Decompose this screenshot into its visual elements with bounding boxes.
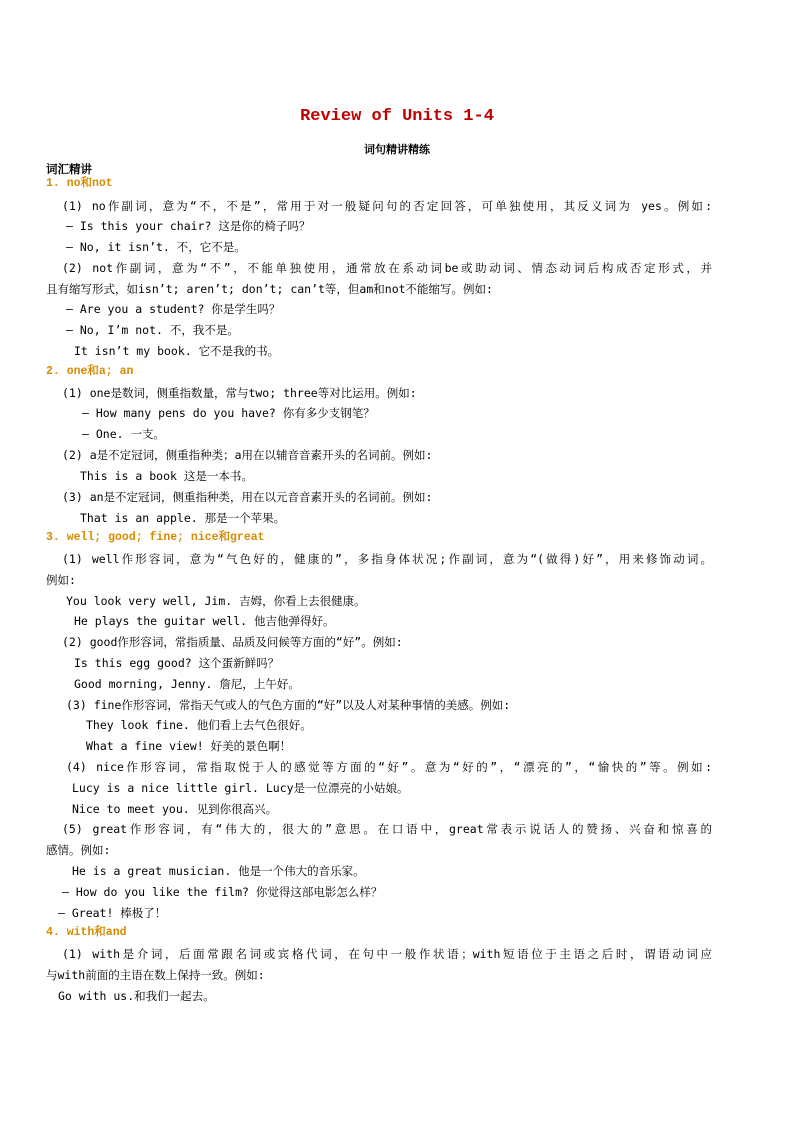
- text-line: (3) fine作形容词，常指天气或人的气色方面的“好”以及人对某种事情的美感。例如:: [66, 698, 511, 712]
- text-line: (2) not作副词，意为“不”，不能单独使用，通常放在系动词be或助动词、情态动词后构成否定形式，并: [62, 261, 712, 275]
- text-line: (2) good作形容词，常指质量、品质及问候等方面的“好”。例如:: [62, 635, 403, 649]
- text-line: — Is this your chair? 这是你的椅子吗？: [66, 219, 311, 233]
- text-line: — No, I’m not. 不，我不是。: [66, 323, 239, 337]
- text-line: (2) a是不定冠词，侧重指种类；a用在以辅音音素开头的名词前。例如:: [62, 448, 433, 462]
- text-line: — One. 一支。: [82, 427, 165, 441]
- text-line: 例如:: [46, 573, 76, 587]
- text-line: (3) an是不定冠词，侧重指种类，用在以元音音素开头的名词前。例如:: [62, 490, 433, 504]
- text-line: (1) no作副词，意为“不，不是”，常用于对一般疑问句的否定回答，可单独使用，其反义词为 yes。例如:: [62, 199, 712, 213]
- text-line: — How many pens do you have? 你有多少支钢笔？: [82, 406, 375, 420]
- text-line: Good morning, Jenny. 詹尼，上午好。: [74, 677, 300, 691]
- text-line: They look fine. 他们看上去气色很好。: [86, 718, 312, 732]
- topic-heading: 3. well; good; fine; nice和great: [46, 531, 265, 544]
- text-line: — Are you a student? 你是学生吗？: [66, 302, 281, 316]
- page-subtitle: 词句精讲精练: [364, 143, 430, 156]
- text-line: You look very well, Jim. 吉姆，你看上去很健康。: [66, 594, 366, 608]
- text-line: Lucy is a nice little girl. Lucy是一位漂亮的小姑娘。: [72, 781, 409, 795]
- text-line: That is an apple. 那是一个苹果。: [80, 511, 286, 525]
- text-line: Nice to meet you. 见到你很高兴。: [72, 802, 278, 816]
- text-line: — No, it isn’t. 不，它不是。: [66, 240, 246, 254]
- text-line: — Great! 棒极了！: [58, 906, 167, 920]
- text-line: — How do you like the film? 你觉得这部电影怎么样？: [62, 885, 383, 899]
- text-line: (5) great作形容词，有“伟大的，很大的”意思。在口语中，great常表示说话人的赞扬、兴奋和惊喜的: [62, 822, 712, 836]
- text-line: (4) nice作形容词，常指取悦于人的感觉等方面的“好”。意为“好的”，“漂亮的”，“愉快的”等。例如:: [66, 760, 712, 774]
- text-line: This is a book 这是一本书。: [80, 469, 253, 483]
- text-line: Go with us.和我们一起去。: [58, 989, 215, 1003]
- topic-heading: 1. no和not: [46, 177, 113, 190]
- text-line: Is this egg good? 这个蛋新鲜吗？: [74, 656, 280, 670]
- topic-heading: 2. one和a; an: [46, 365, 134, 378]
- topic-heading: 4. with和and: [46, 926, 127, 939]
- text-line: (1) one是数词，侧重指数量，常与two; three等对比运用。例如:: [62, 386, 417, 400]
- text-line: (1) with是介词，后面常跟名词或宾格代词，在句中一般作状语；with短语位于主语之后时，谓语动词应: [62, 947, 712, 961]
- text-line: 且有缩写形式，如isn’t; aren’t; don’t; can’t等，但am和not不能缩写。例如:: [46, 282, 493, 296]
- text-line: 与with前面的主语在数上保持一致。例如:: [46, 968, 265, 982]
- text-line: He is a great musician. 他是一个伟大的音乐家。: [72, 864, 365, 878]
- text-line: What a fine view! 好美的景色啊！: [86, 739, 292, 753]
- page-title: Review of Units 1-4: [300, 107, 494, 126]
- text-line: 感情。例如:: [46, 843, 111, 857]
- section-heading: 词汇精讲: [46, 162, 92, 176]
- text-line: (1) well作形容词，意为“气色好的，健康的”，多指身体状况;作副词，意为“(做得)好”，用来修饰动词。: [62, 552, 712, 566]
- text-line: It isn’t my book. 它不是我的书。: [74, 344, 280, 358]
- text-line: He plays the guitar well. 他吉他弹得好。: [74, 614, 335, 628]
